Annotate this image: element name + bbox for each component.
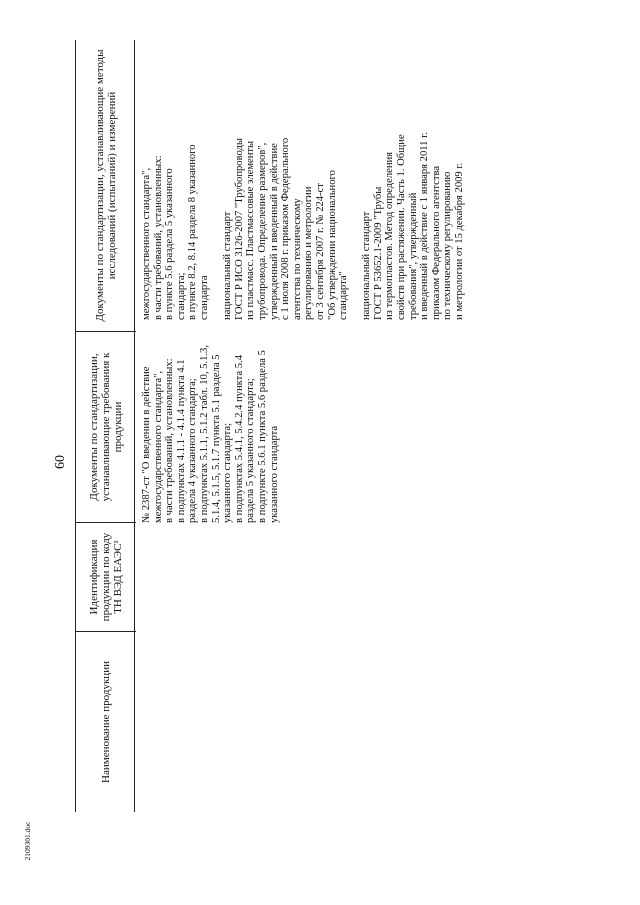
document-code: 2109301.doc bbox=[23, 821, 32, 861]
standards-table bbox=[75, 40, 555, 812]
table-header bbox=[75, 40, 135, 812]
header-product-name: Наименование продукции bbox=[100, 661, 112, 783]
cell-methods-docs: межгосударственного стандарта", в части требований, установленных: в пункте 5.6 раздела 5 указанного стандарта; в пункте 8.2, 8.14 раздела 8 указанного стандарта национальный стандарт ГОСТ Р ИСО 3126-2007 "Трубопроводы из пластмасс. Пластмассовые элементы трубопровода. Определение размеров", утвержденный и введенный в действие с 1 июля 2008 г. приказом Федерального агентства по техническому регулированию и метрологии от 3 сентября 2007 г. № 224-ст "Об утверждении национального стандарта" национальный стандарт ГОСТ Р 53652.1-2009 "Трубы из термопластов. Метод определения свойств при растяжении. Часть 1. Общие требования", утвержденный и введенный в действие с 1 января 2011 г. приказом Федерального агентства по техническому регулированию и метрологии от 15 декабря 2009 г. bbox=[141, 132, 466, 320]
cell-requirements-docs: № 2387-ст "О введении в действие межгосударственного стандарта", в части требований, установленных: в подпунктах 4.1.1 - 4.1.4 пункта 4.1 раздела 4 указанного стандарта; в подпунктах 5.1.1, 5.1.2 табл. 10, 5.1.3, 5.1.4, 5.1.5, 5.1.7 пункта 5.1 раздела 5 указанного стандарта; в подпунктах 5.4.1, 5.4.2.4 пункта 5.4 раздела 5 указанного стандарта; в подпункте 5.6.1 пункта 5.6 раздела 5 указанного стандарта bbox=[141, 345, 280, 523]
column-divider bbox=[76, 631, 136, 632]
column-divider bbox=[76, 522, 136, 523]
header-tnved-code: Идентификация продукции по коду ТН ВЭД ЕАЭС¹ bbox=[88, 532, 124, 622]
header-requirements-docs: Документы по стандартизации, устанавливающие требования к продукции bbox=[88, 352, 124, 502]
header-methods-docs: Документы по стандартизации, устанавливающие методы исследований (испытаний) и измерений bbox=[94, 49, 118, 322]
page-number: 60 bbox=[53, 455, 68, 469]
column-divider bbox=[76, 331, 136, 332]
